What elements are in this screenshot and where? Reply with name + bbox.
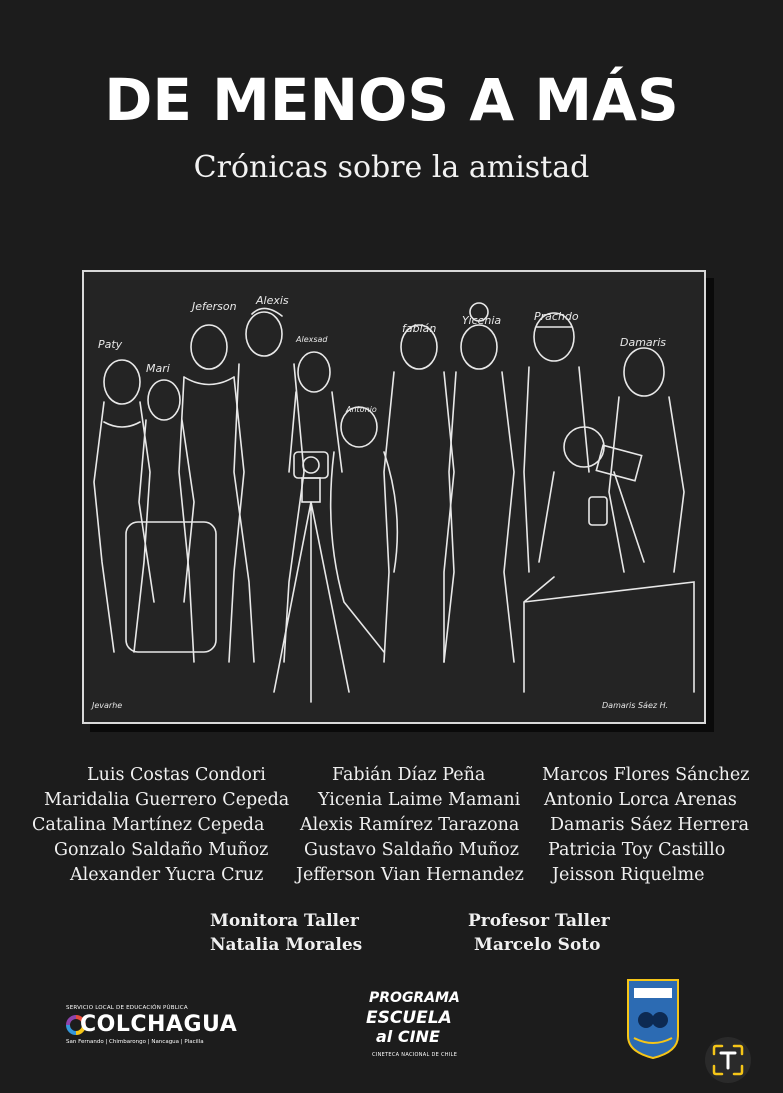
author-name: Patricia Toy Castillo <box>548 840 726 860</box>
author-name: Luis Costas Condori <box>87 765 266 785</box>
figure-yicenia <box>444 303 514 662</box>
figure-damaris <box>596 348 684 572</box>
drawing-label-antonio: Antonio <box>346 405 377 414</box>
author-name: Damaris Sáez Herrera <box>550 815 750 835</box>
crest-icon <box>624 978 682 1060</box>
drawing-label-alexis: Alexis <box>256 294 289 307</box>
author-name: Antonio Lorca Arenas <box>544 790 737 810</box>
author-name: Gustavo Saldaño Muñoz <box>304 840 519 860</box>
author-name: Fabián Díaz Peña <box>332 765 486 785</box>
cover-drawing <box>82 270 706 724</box>
slep-subtext: San Fernando | Chimbarongo | Nancagua | Placilla <box>66 1039 204 1045</box>
table <box>524 577 694 692</box>
drawing-label-fabian: fabián <box>402 322 437 335</box>
figure-mari <box>139 380 194 602</box>
slep-top-text: SERVICIO LOCAL DE EDUCACIÓN PÚBLICA <box>66 1005 188 1011</box>
drawing-label-mari: Mari <box>146 362 170 375</box>
drawing-label-paty: Paty <box>98 338 123 351</box>
text-scan-icon <box>711 1043 745 1077</box>
drawing-signature-left: Jevarhe <box>92 701 123 710</box>
author-name: Alexander Yucra Cruz <box>70 865 264 885</box>
cover-title: DE MENOS A MÁS <box>104 66 679 134</box>
figure-paty <box>94 360 150 652</box>
author-name: Catalina Martínez Cepeda <box>32 815 265 835</box>
programa-line-2: ESCUELA <box>366 1008 452 1028</box>
author-name: Alexis Ramírez Tarazona <box>300 815 520 835</box>
monitor-name: Natalia Morales <box>210 935 363 955</box>
figure-alexis <box>234 308 304 662</box>
drawing-label-prachdo: Prachdo <box>534 310 579 323</box>
figure-jeferson <box>179 325 244 662</box>
programa-line-3: al CINE <box>376 1027 440 1046</box>
author-name: Yicenia Laime Mamani <box>318 790 521 810</box>
monitor-role: Monitora Taller <box>210 911 359 931</box>
programa-line-1: PROGRAMA <box>369 990 460 1006</box>
figure-prachdo <box>524 313 589 572</box>
author-name: Marcos Flores Sánchez <box>542 765 750 785</box>
author-name: Gonzalo Saldaño Muñoz <box>54 840 269 860</box>
teacher-name: Marcelo Soto <box>474 935 601 955</box>
figure-suitcase <box>126 522 216 652</box>
teacher-role: Profesor Taller <box>468 911 610 931</box>
drawing-label-damaris: Damaris <box>620 336 666 349</box>
text-recognition-button[interactable] <box>705 1037 751 1083</box>
author-name: Jeisson Riquelme <box>552 865 705 885</box>
drawing-label-alexsad: Alexsad <box>296 335 328 344</box>
cover-subtitle: Crónicas sobre la amistad <box>193 150 590 185</box>
drawing-label-yicenia: Yicenia <box>462 314 502 327</box>
drawing-signature-right: Damaris Sáez H. <box>602 701 669 710</box>
author-name: Maridalia Guerrero Cepeda <box>44 790 290 810</box>
programa-subtext: CINETECA NACIONAL DE CHILE <box>372 1052 458 1058</box>
author-name: Jefferson Vian Hernandez <box>296 865 524 885</box>
figure-phone-user <box>539 427 644 562</box>
slep-name: COLCHAGUA <box>80 1012 238 1037</box>
drawing-label-jeferson: Jeferson <box>192 300 237 313</box>
